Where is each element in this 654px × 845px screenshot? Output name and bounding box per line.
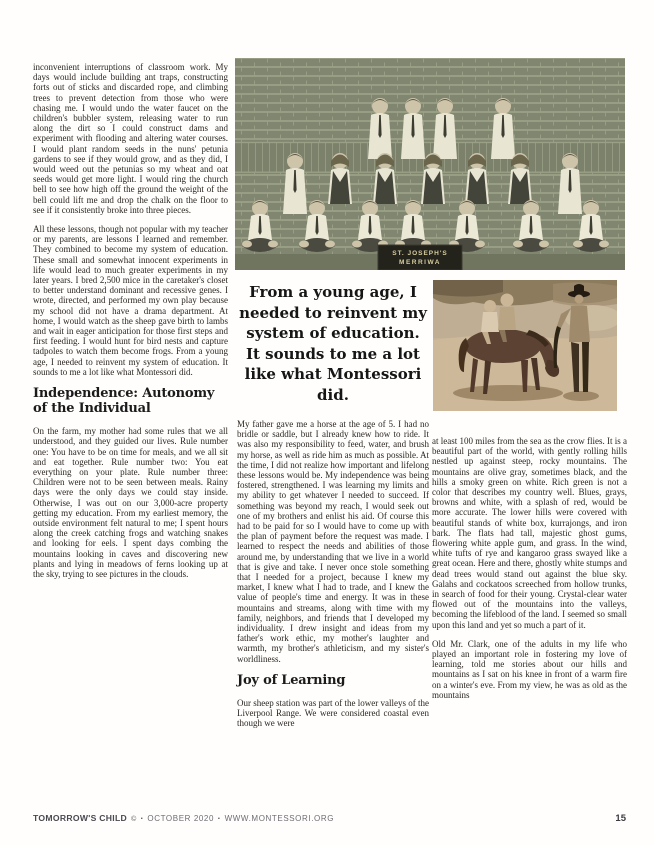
- right-column: [432, 436, 627, 709]
- issue-date: OCTOBER 2020: [147, 814, 215, 823]
- school-sign-line2: MERRIWA: [399, 259, 441, 266]
- body-paragraph: All these lessons, though not popular with my teacher or my parents, are lessons I learned and remember. They combined to become my system of education. These small and somewhat innocent experiments in life would lead to much greater experiments in my later years. I bred 2,500 mice in the caretaker's closet to better understand dominant and recessive genes. I wrote, directed, and performed my own play because my school did not have a drama department. At home, I would watch as the sheep gave birth to lambs and wait in eager anticipation for those first steps and first feeding. I would hunt for bird nests and capture tadpoles to watch them become frogs. From a young age, I needed to reinvent my system of education. It sounds to me a lot like what Montessori did.: [33, 224, 228, 377]
- section-heading-independence: Independence: Autonomy of the Individual: [33, 386, 215, 417]
- page-footer: [33, 813, 626, 824]
- body-paragraph: Old Mr. Clark, one of the adults in my life who played an important role in fostering my love of learning, told me stories about our hills and mountains as I sat on his knee in front of a warm fire on a winter's eve. From my view, he was as old as the mountains: [432, 638, 627, 700]
- publication-name: TOMORROW'S CHILD: [33, 813, 128, 823]
- footer-separator-icon: ▪: [140, 816, 144, 822]
- school-sign: [378, 245, 462, 270]
- section-heading-joy-of-learning: Joy of Learning: [237, 672, 346, 688]
- pull-quote: From a young age, I needed to reinvent my system of education. It sounds to me a lot like what Montessori did.: [239, 283, 427, 404]
- copyright-symbol: ©: [131, 816, 137, 823]
- class-photo: [235, 58, 625, 270]
- footer-separator-icon: ▪: [218, 816, 221, 822]
- left-column: [33, 62, 228, 588]
- footer-credit: [33, 813, 334, 823]
- body-paragraph: Our sheep station was part of the lower valleys of the Liverpool Range. We were considered coastal even though we were: [237, 697, 429, 729]
- body-paragraph: inconvenient interruptions of classroom work. My days would include building ant traps, constructing forts out of sticks and discarded rope, and climbing trees to prevent detection from those who were chasing me. I would undo the water faucet on the children's bubbler system, releasing water to run along the dirt so I could construct dams and experiment with flooding and altering water courses. I would plant random seeds in the nuns' petunia gardens to see if they would grow, and as they did, I would weed out the petunias so my wheat and oat seeds would get more light. I would ring the church bell to see how high off the ground the weight of the bell could lift me and drop the chalk on the floor to see if it consistently broke into three pieces.: [33, 62, 228, 215]
- body-paragraph: My father gave me a horse at the age of 5. I had no bridle or saddle, but I already knew how to ride. It was also my responsibility to feed, water, and brush my horse, as well as ride him as much as possible. At the time, I did not realize how important and lifelong these lessons would be. My independence was being fostered, strengthened. I was learning my limits and my ability to get whatever I needed to succeed. If something was beyond my reach, I would seek out one of my brothers and enlist his aid. Of course this had to be paid for so I would have to come up with the plan of payment before the request was made. I learned to respect the needs and abilities of those around me, by understanding that we live in a world that is give and take. I never once stole something that I needed for a project, because I knew my market, I knew what I had to trade, and I knew the value of people's time and energy. It was in these mountains and streams, along with time with my family, neighbors, and friends that I developed my individuality. I drew insight and ideas from my father's work ethic, my mother's laughter and warmth, my brother's athleticism, and my sister's worldliness.: [237, 419, 429, 664]
- horse-photo: [433, 280, 617, 411]
- horse-photo-illustration: [433, 280, 617, 411]
- website-url: WWW.MONTESSORI.ORG: [224, 814, 335, 823]
- body-paragraph: On the farm, my mother had some rules that we all understood, and they guided our lives. Rule number one: You have to be on time for meals, and we all sit and eat together. Rule number two: You eat everything on your plate. Rule number three: Children were not to be seen between meals. Rainy days were the only days we could stay inside. Otherwise, I was out on our 3,000-acre property getting my education. From my earliest memory, the outside environment felt natural to me; I spent hours along the creek catching frogs and watching snakes and looking for eels. I spent days combing the mountains looking in caves and discovering new plants and lying in meadows of ferns looking up at the sky, trying to see pictures in the clouds.: [33, 426, 228, 579]
- school-sign-line1: ST. JOSEPH'S: [392, 250, 448, 257]
- class-photo-illustration: [235, 58, 625, 270]
- middle-column: [237, 282, 429, 737]
- page-number: 15: [615, 813, 626, 824]
- body-paragraph: at least 100 miles from the sea as the crow flies. It is a beautiful part of the world, with gently rolling hills nestled up against steep, rocky mountains. The mountains are olive gray, sometimes black, and the hills a smoky green on white. Rich green is not a color that describes my country well. Blues, grays, browns and white, with a splash of red, would be more accurate. The lower hills were covered with beautiful stands of white box, kurrajongs, and iron bark. The flats had tall, majestic ghost gums, flowering white apple gum, and grass. In the wind, white tufts of rye and kangaroo grass swayed like a great ocean. Here and there, ghostly white stumps and dead trees would stand out against the blue sky. Galahs and cockatoos screeched from hollow trunks, in search of food for their young. Crystal-clear water flowed out of the mountains into the valleys, becoming the lifeblood of the land. I seemed so small upon this land and yet so much a part of it.: [432, 436, 627, 630]
